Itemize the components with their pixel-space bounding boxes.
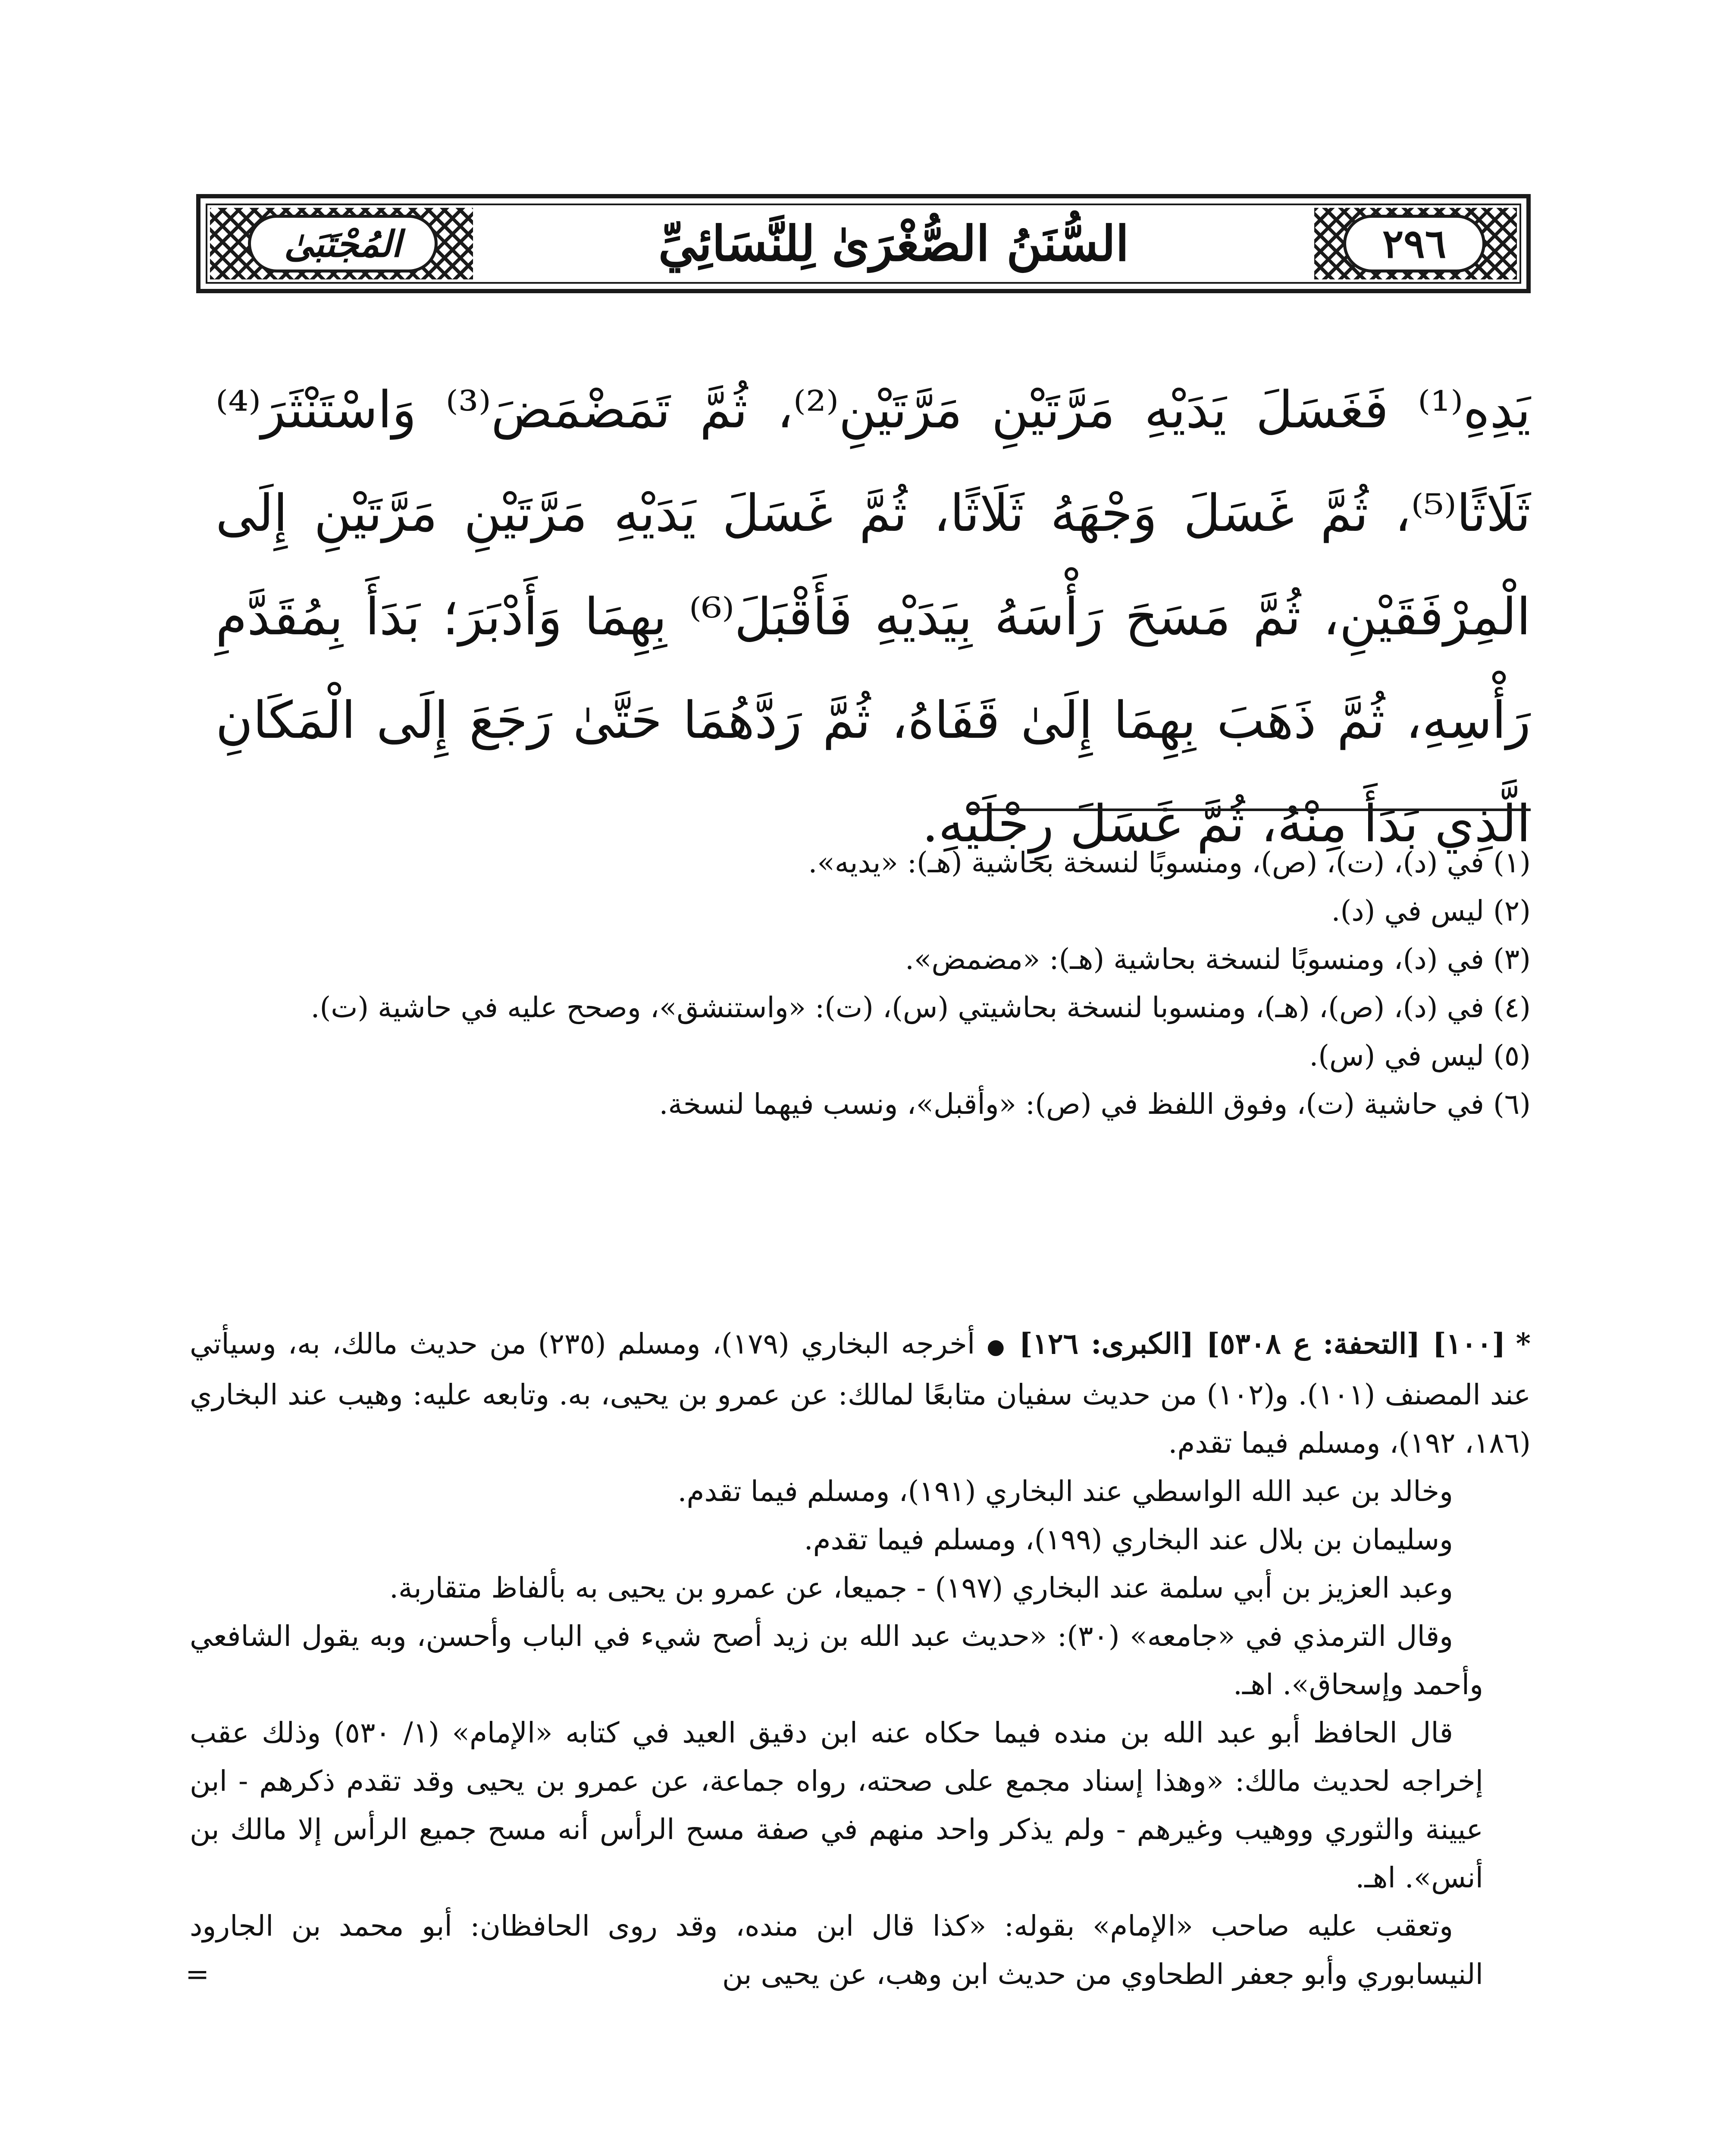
- footnote-separator: [968, 808, 1531, 811]
- footnotes: [216, 839, 1531, 1128]
- bullet-icon: ●: [987, 1335, 1008, 1359]
- page-header: [196, 194, 1531, 293]
- footnote: (٥) ليس في (س).: [1309, 1039, 1531, 1072]
- takhrij-paragraph: [185, 1902, 1531, 1999]
- footnote: (٦) في حاشية (ت)، وفوق اللفظ في (ص): «وأقبل»، ونسب فيهما لنسخة.: [659, 1087, 1531, 1121]
- takhrij-paragraph: وعبد العزيز بن أبي سلمة عند البخاري (١٩٧) - جميعا، عن عمرو بن يحيى به بألفاظ متقاربة.: [389, 1571, 1453, 1604]
- takhrij-paragraph: قال الحافظ أبو عبد الله بن منده فيما حكاه عنه ابن دقيق العيد في كتابه «الإمام» (١/ ٥٣٠) وذلك عقب إخراجه لحديث مالك: «وهذا إسناد مجمع على صحته، رواه جماعة، عن عمرو بن يحيى وقد تقدم ذكرهم - ابن عيينة والثوري ووهيب وغيرهم - ولم يذكر واحد منهم في صفة مسح الرأس أنه مسح جميع الرأس إلا مالك بن أنس». اهـ.: [190, 1716, 1483, 1894]
- takhrij-paragraph-text: وتعقب عليه صاحب «الإمام» بقوله: «كذا قال ابن منده، وقد روى الحافظان: أبو محمد بن الجارود النيسابوري وأبو جعفر الطحاوي من حديث ابن وهب، عن يحيى بن: [190, 1909, 1483, 1991]
- footnote: (١) في (د)، (ت)، (ص)، ومنسوبًا لنسخة بحاشية (هـ): «يديه».: [808, 846, 1531, 879]
- continuation-mark: =: [185, 1958, 210, 1991]
- takhrij-head-text: أخرجه البخاري (١٧٩)، ومسلم (٢٣٥) من حديث مالك، به، وسيأتي عند المصنف (١٠١). و(١٠٢) من حديث سفيان متابعًا لمالك: عن عمرو بن يحيى، به. وتابعه عليه: وهيب عند البخاري (١٨٦، ١٩٢)، ومسلم فيما تقدم.: [190, 1327, 1531, 1460]
- page-number: ٢٩٦: [1343, 215, 1485, 273]
- running-title: السُّنَنُ الصُّغْرَىٰ لِلنَّسَائِيِّ: [658, 215, 1129, 272]
- takhrij-paragraph: وسليمان بن بلال عند البخاري (١٩٩)، ومسلم فيما تقدم.: [804, 1523, 1453, 1556]
- takhrij-paragraph: وقال الترمذي في «جامعه» (٣٠): «حديث عبد الله بن زيد أصح شيء في الباب وأحسن، وبه يقول الشافعي وأحمد وإسحاق». اهـ.: [190, 1620, 1483, 1701]
- main-text: يَدِهِ⁽¹⁾ فَغَسَلَ يَدَيْهِ مَرَّتَيْنِ مَرَّتَيْنِ⁽²⁾، ثُمَّ تَمَضْمَضَ⁽³⁾ وَاسْتَنْثَرَ⁽⁴⁾ ثَلَاثًا⁽⁵⁾، ثُمَّ غَسَلَ وَجْهَهُ ثَلَاثًا، ثُمَّ غَسَلَ يَدَيْهِ مَرَّتَيْنِ مَرَّتَيْنِ إِلَى الْمِرْفَقَيْنِ، ثُمَّ مَسَحَ رَأْسَهُ بِيَدَيْهِ فَأَقْبَلَ⁽⁶⁾ بِهِمَا وَأَدْبَرَ؛ بَدَأَ بِمُقَدَّمِ رَأْسِهِ، ثُمَّ ذَهَبَ بِهِمَا إِلَىٰ قَفَاهُ، ثُمَّ رَدَّهُمَا حَتَّىٰ رَجَعَ إِلَى الْمَكَانِ الَّذِي بَدَأَ مِنْهُ، ثُمَّ غَسَلَ رِجْلَيْهِ.: [216, 380, 1531, 853]
- hadith-reference: [١٠٠] [التحفة: ع ٥٣٠٨] [الكبرى: ١٢٦]: [1019, 1327, 1506, 1360]
- takhrij-paragraph: وخالد بن عبد الله الواسطي عند البخاري (١٩١)، ومسلم فيما تقدم.: [677, 1475, 1453, 1508]
- footnote: (٣) في (د)، ومنسوبًا لنسخة بحاشية (هـ): «مضمض».: [905, 943, 1531, 976]
- footnote: (٢) ليس في (د).: [1331, 894, 1531, 928]
- star-marker: *: [1516, 1327, 1531, 1360]
- footnote: (٤) في (د)، (ص)، (هـ)، ومنسوبا لنسخة بحاشيتي (س)، (ت): «واستنشق»، وصحح عليه في حاشية (ت).: [310, 991, 1531, 1024]
- book-badge: المُجْتَبَىٰ: [248, 215, 438, 273]
- takhrij-section: [185, 1319, 1531, 1999]
- takhrij-head: [190, 1319, 1531, 1467]
